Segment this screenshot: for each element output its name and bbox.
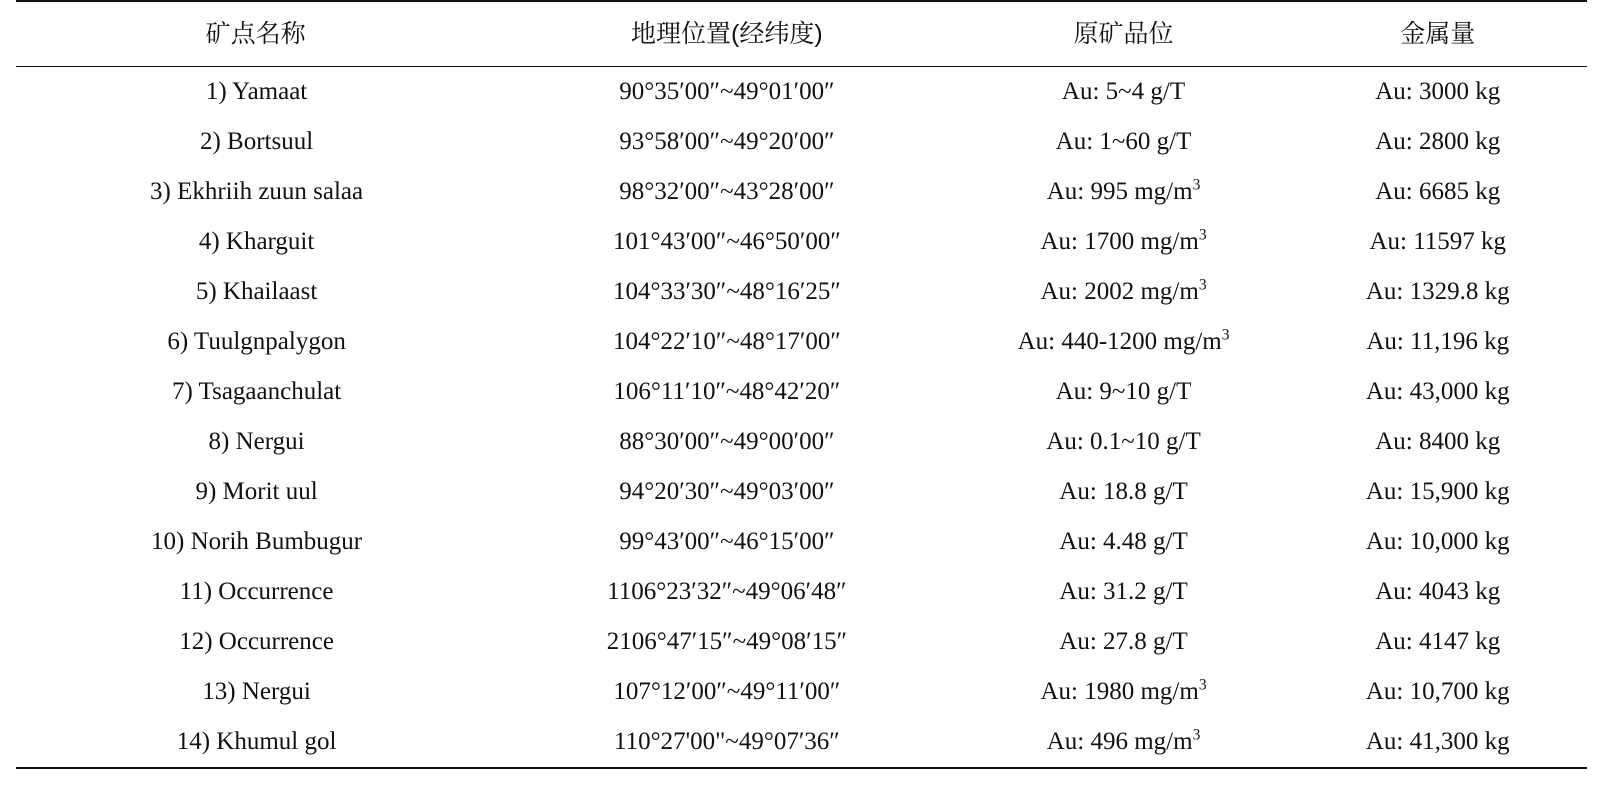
cell-ore-grade: Au: 31.2 g/T: [1059, 578, 1188, 605]
table-row: [16, 367, 1587, 417]
grade-exponent: 3: [1198, 676, 1207, 694]
cell-geographic-position: 90°35′00″~49°01′00″: [619, 78, 835, 105]
table-row: [16, 717, 1587, 768]
cell-geographic-position: 88°30′00″~49°00′00″: [619, 428, 835, 455]
cell-ore-grade: Au: 27.8 g/T: [1059, 628, 1188, 655]
table-row: [16, 567, 1587, 617]
grade-exponent: 3: [1198, 276, 1207, 294]
cell-mine-name: 8) Nergui: [208, 428, 305, 455]
cell-geographic-position: 2106°47′15″~49°08′15″: [606, 628, 847, 655]
cell-geographic-position: 104°33′30″~48°16′25″: [612, 278, 841, 305]
grade-value: Au: 1700 mg/m: [1040, 228, 1199, 255]
table-row: [16, 267, 1587, 317]
cell-metal-amount: Au: 43,000 kg: [1365, 378, 1510, 405]
cell-geographic-position: 107°12′00″~49°11′00″: [613, 678, 841, 705]
cell-metal-amount: Au: 41,300 kg: [1288, 717, 1587, 768]
cell-ore-grade: [959, 717, 1289, 768]
grade-exponent: 3: [1192, 176, 1201, 194]
table-row: [16, 617, 1587, 667]
cell-mine-name: 10) Norih Bumbugur: [151, 528, 363, 555]
cell-geographic-position: 99°43′00″~46°15′00″: [619, 528, 835, 555]
cell-ore-grade: Au: 4.48 g/T: [1059, 528, 1188, 555]
cell-metal-amount: Au: 6685 kg: [1375, 178, 1501, 205]
table-head: [16, 1, 1587, 67]
cell-mine-name: 6) Tuulgnpalygon: [167, 328, 346, 355]
cell-mine-name: 1) Yamaat: [205, 78, 308, 105]
grade-value: Au: 496 mg/m: [1046, 728, 1193, 755]
cell-metal-amount: Au: 2800 kg: [1375, 128, 1501, 155]
cell-geographic-position: 101°43′00″~46°50′00″: [612, 228, 841, 255]
cell-metal-amount: Au: 4147 kg: [1375, 628, 1501, 655]
cell-geographic-position: 98°32′00″~43°28′00″: [619, 178, 835, 205]
cell-mine-name: 7) Tsagaanchulat: [171, 378, 342, 405]
column-header-name: 矿点名称: [16, 1, 495, 67]
cell-geographic-position: 93°58′00″~49°20′00″: [619, 128, 835, 155]
cell-geographic-position: 104°22′10″~48°17′00″: [612, 328, 841, 355]
cell-ore-grade: Au: 18.8 g/T: [1059, 478, 1188, 505]
cell-ore-grade: [959, 267, 1289, 317]
column-header-grade: 原矿品位: [959, 1, 1289, 67]
cell-mine-name: 9) Morit uul: [195, 478, 318, 505]
table-row: [16, 117, 1587, 167]
table-body: [16, 67, 1587, 769]
cell-ore-grade: Au: 1~60 g/T: [1055, 128, 1192, 155]
grade-value: Au: 995 mg/m: [1046, 178, 1193, 205]
cell-mine-name: 11) Occurrence: [179, 578, 334, 605]
cell-metal-amount: Au: 3000 kg: [1375, 78, 1501, 105]
cell-metal-amount: Au: 4043 kg: [1375, 578, 1501, 605]
cell-metal-amount: Au: 15,900 kg: [1365, 478, 1510, 505]
cell-metal-amount: Au: 1329.8 kg: [1365, 278, 1510, 305]
cell-geographic-position: 110°27'00"~49°07′36″: [495, 717, 958, 768]
mineral-occurrence-table: [16, 0, 1587, 769]
grade-value: Au: 1980 mg/m: [1040, 678, 1199, 705]
table-row: [16, 467, 1587, 517]
table-row: [16, 67, 1587, 118]
table-header-row: [16, 1, 1587, 67]
cell-metal-amount: Au: 11597 kg: [1369, 228, 1507, 255]
table-row: [16, 667, 1587, 717]
cell-ore-grade: Au: 0.1~10 g/T: [1046, 428, 1201, 455]
cell-ore-grade: [959, 667, 1289, 717]
cell-metal-amount: Au: 10,700 kg: [1365, 678, 1510, 705]
grade-exponent: 3: [1198, 226, 1207, 244]
cell-metal-amount: Au: 8400 kg: [1375, 428, 1501, 455]
grade-exponent: 3: [1221, 326, 1230, 344]
cell-mine-name: 13) Nergui: [202, 678, 311, 705]
column-header-position: 地理位置(经纬度): [495, 1, 958, 67]
cell-geographic-position: 94°20′30″~49°03′00″: [619, 478, 835, 505]
cell-ore-grade: [959, 167, 1289, 217]
cell-mine-name: 3) Ekhriih zuun salaa: [150, 178, 364, 205]
table-row: [16, 317, 1587, 367]
cell-ore-grade: Au: 9~10 g/T: [1055, 378, 1192, 405]
table-row: [16, 167, 1587, 217]
cell-ore-grade: [959, 217, 1289, 267]
cell-mine-name: 14) Khumul gol: [16, 717, 495, 768]
cell-mine-name: 5) Khailaast: [195, 278, 318, 305]
cell-geographic-position: 1106°23′32″~49°06′48″: [607, 578, 847, 605]
cell-metal-amount: Au: 10,000 kg: [1365, 528, 1510, 555]
table-row: [16, 217, 1587, 267]
column-header-metal: 金属量: [1288, 1, 1587, 67]
grade-value: Au: 2002 mg/m: [1040, 278, 1199, 305]
table-row: [16, 417, 1587, 467]
cell-mine-name: 4) Kharguit: [198, 228, 315, 255]
cell-mine-name: 2) Bortsuul: [199, 128, 314, 155]
cell-ore-grade: [959, 317, 1289, 367]
cell-ore-grade: Au: 5~4 g/T: [1061, 78, 1186, 105]
cell-geographic-position: 106°11′10″~48°42′20″: [613, 378, 841, 405]
cell-metal-amount: Au: 11,196 kg: [1366, 328, 1510, 355]
grade-exponent: 3: [1192, 726, 1201, 744]
table-row: [16, 517, 1587, 567]
grade-value: Au: 440-1200 mg/m: [1017, 328, 1222, 355]
cell-mine-name: 12) Occurrence: [179, 628, 334, 655]
